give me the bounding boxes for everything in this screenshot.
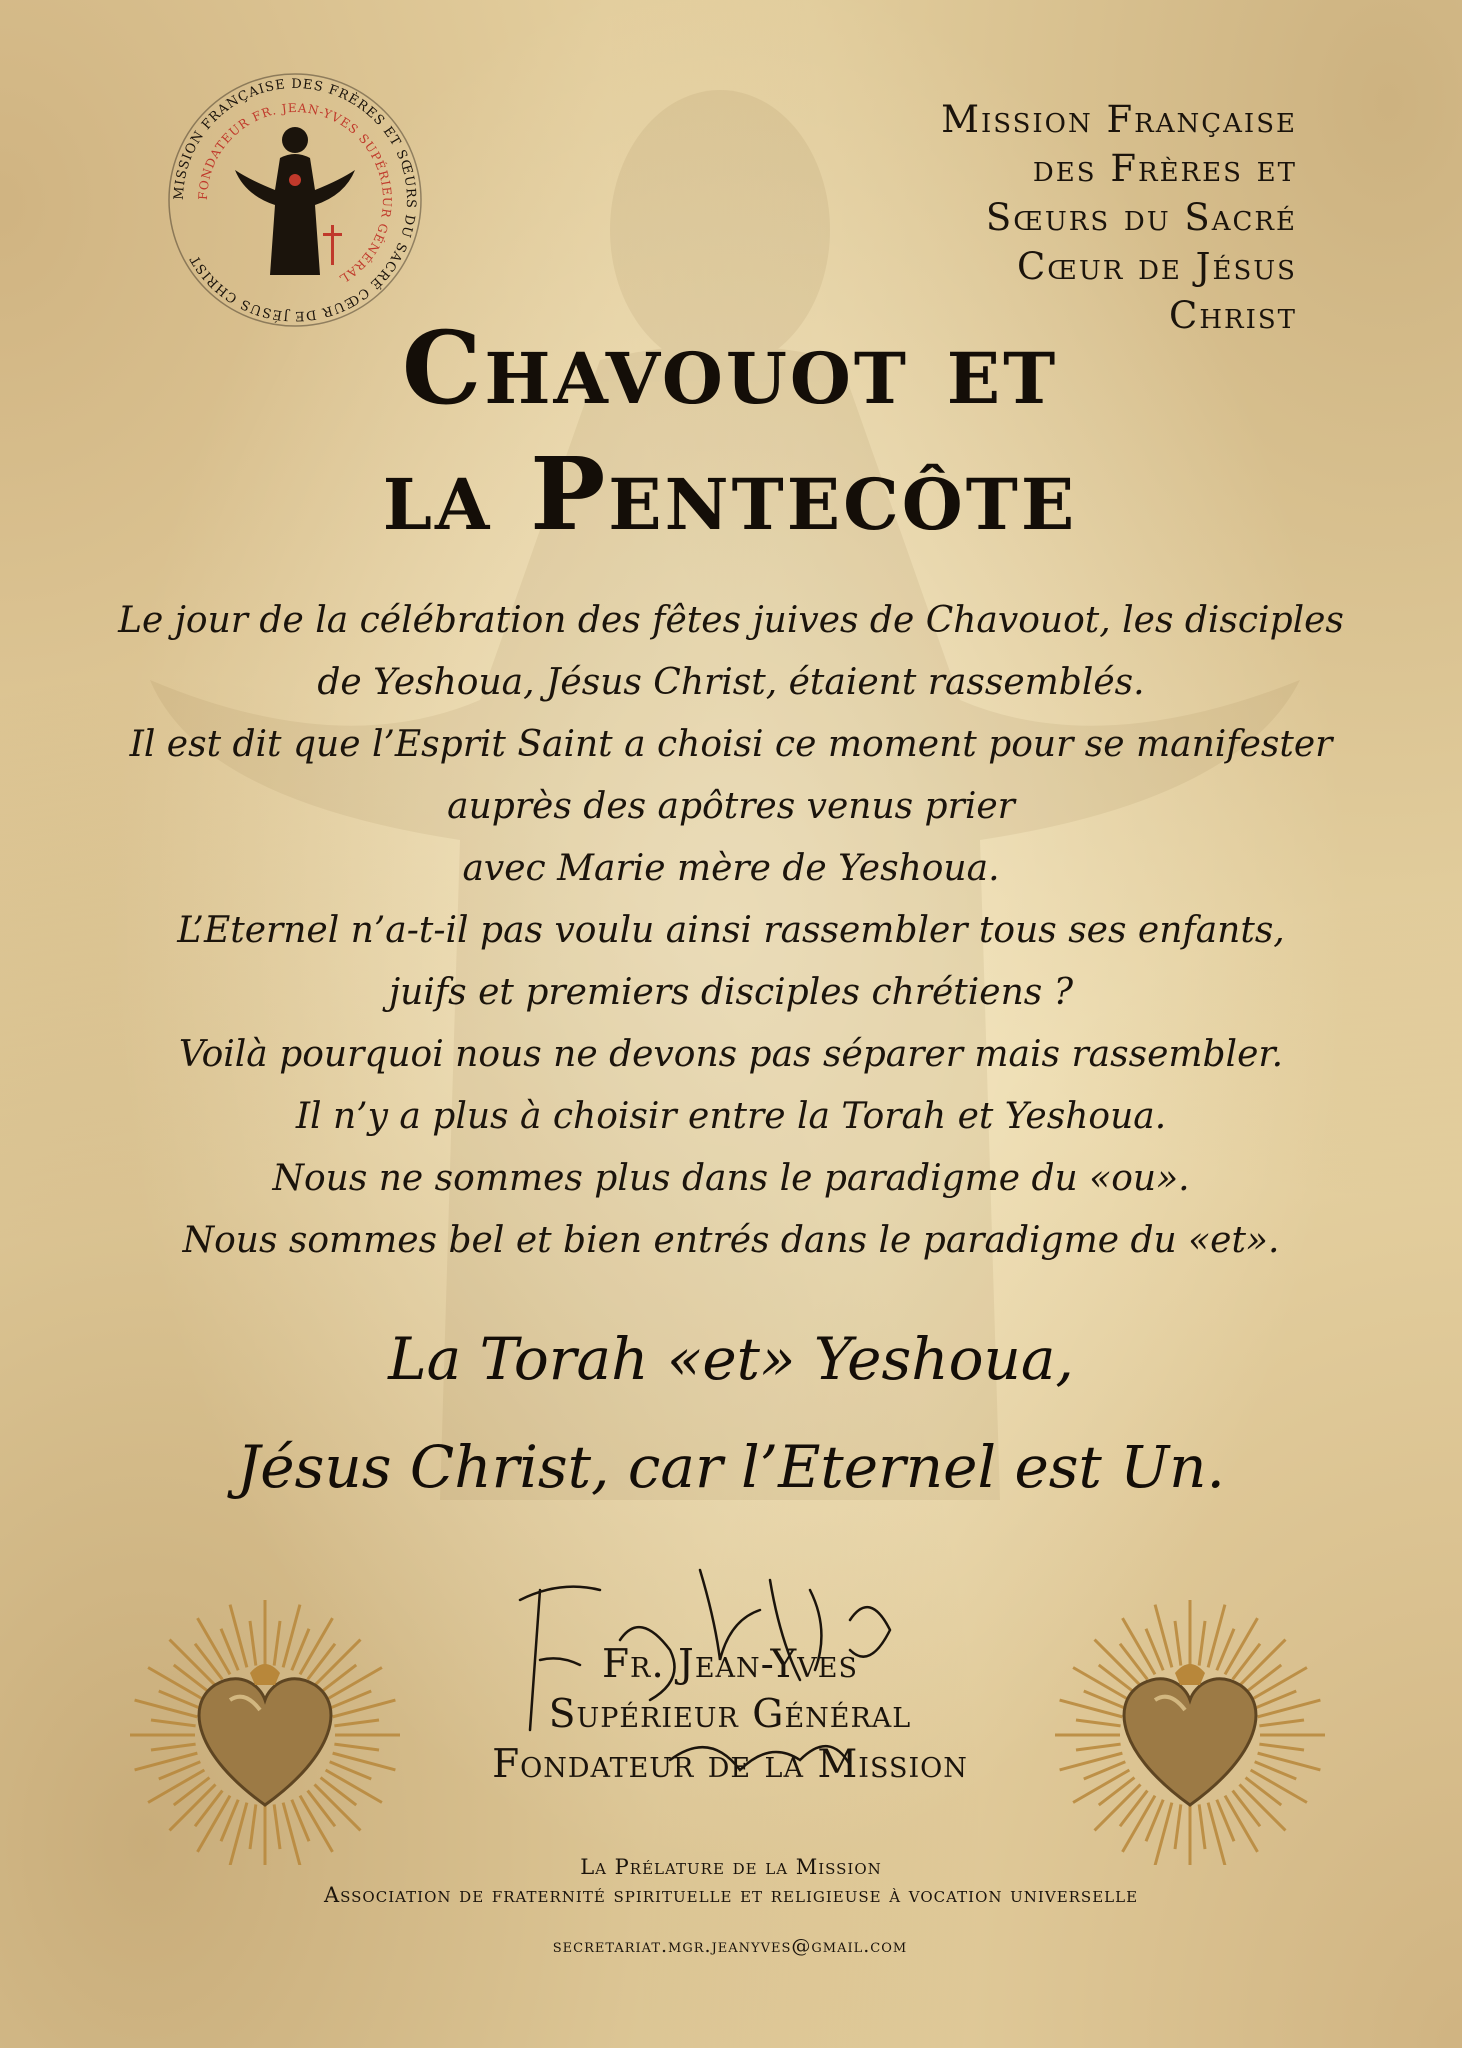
body-line: Il est dit que l’Esprit Saint a choisi ce moment pour se manifester: [129, 724, 1333, 765]
body-line: Nous ne sommes plus dans le paradigme du «ou».: [272, 1158, 1190, 1199]
signature-block: [380, 1640, 1080, 1790]
body-line: avec Marie mère de Yeshoua.: [462, 848, 1000, 889]
footer: [180, 1853, 1282, 1909]
body-line: auprès des apôtres venus prier: [447, 786, 1015, 827]
seal-emblem-icon: [165, 70, 425, 330]
mission-name-line: Cœur de Jésus: [1016, 245, 1297, 288]
signature-line: Fr. Jean-Yves: [602, 1642, 858, 1687]
title-line: Chavouot et: [401, 309, 1059, 427]
title-line: la Pentecôte: [382, 435, 1078, 553]
page-title: [200, 305, 1260, 557]
sacred-heart-icon: [125, 1585, 405, 1865]
sacred-heart-icon: [1050, 1585, 1330, 1865]
body-line: Le jour de la célébration des fêtes juives de Chavouot, les disciples: [118, 600, 1344, 641]
mission-name-line: Mission Française: [941, 98, 1297, 141]
seal-ring-text: MISSION FRANÇAISE DES FRÈRES ET SŒURS DU SACRÉ CŒUR DE JÉSUS CHRIST: [171, 76, 419, 324]
body-line: de Yeshoua, Jésus Christ, étaient rassemblés.: [317, 662, 1145, 703]
contact-email[interactable]: secretariat.mgr.jeanyves@gmail.com: [552, 1935, 908, 1957]
headline-line: Jésus Christ, car l’Eternel est Un.: [237, 1433, 1225, 1501]
signature-line: Supérieur Général: [548, 1692, 912, 1737]
headline-line: La Torah «et» Yeshoua,: [388, 1325, 1074, 1393]
body-line: juifs et premiers disciples chrétiens ?: [389, 972, 1073, 1013]
body-line: Nous sommes bel et bien entrés dans le paradigme du «et».: [182, 1220, 1280, 1261]
body-text: [100, 590, 1362, 1272]
headline: [100, 1305, 1362, 1521]
mission-name-line: Christ: [1169, 294, 1297, 337]
mission-name-line: Sœurs du Sacré: [985, 196, 1297, 239]
body-line: Voilà pourquoi nous ne devons pas séparer mais rassembler.: [178, 1034, 1284, 1075]
footer-association: Association de fraternité spirituelle et religieuse à vocation universelle: [323, 1883, 1139, 1907]
mission-name-line: des Frères et: [1032, 147, 1297, 190]
signature-line: Fondateur de la Mission: [492, 1742, 968, 1787]
mission-name: [797, 95, 1297, 340]
body-line: L’Eternel n’a-t-il pas voulu ainsi rassembler tous ses enfants,: [177, 910, 1285, 951]
footer-prelature: La Prélature de la Mission: [580, 1855, 882, 1879]
body-line: Il n’y a plus à choisir entre la Torah et Yeshoua.: [295, 1096, 1167, 1137]
seal-inner-text: FONDATEUR FR. JEAN-YVES SUPÉRIEUR GÉNÉRAL: [195, 100, 395, 287]
